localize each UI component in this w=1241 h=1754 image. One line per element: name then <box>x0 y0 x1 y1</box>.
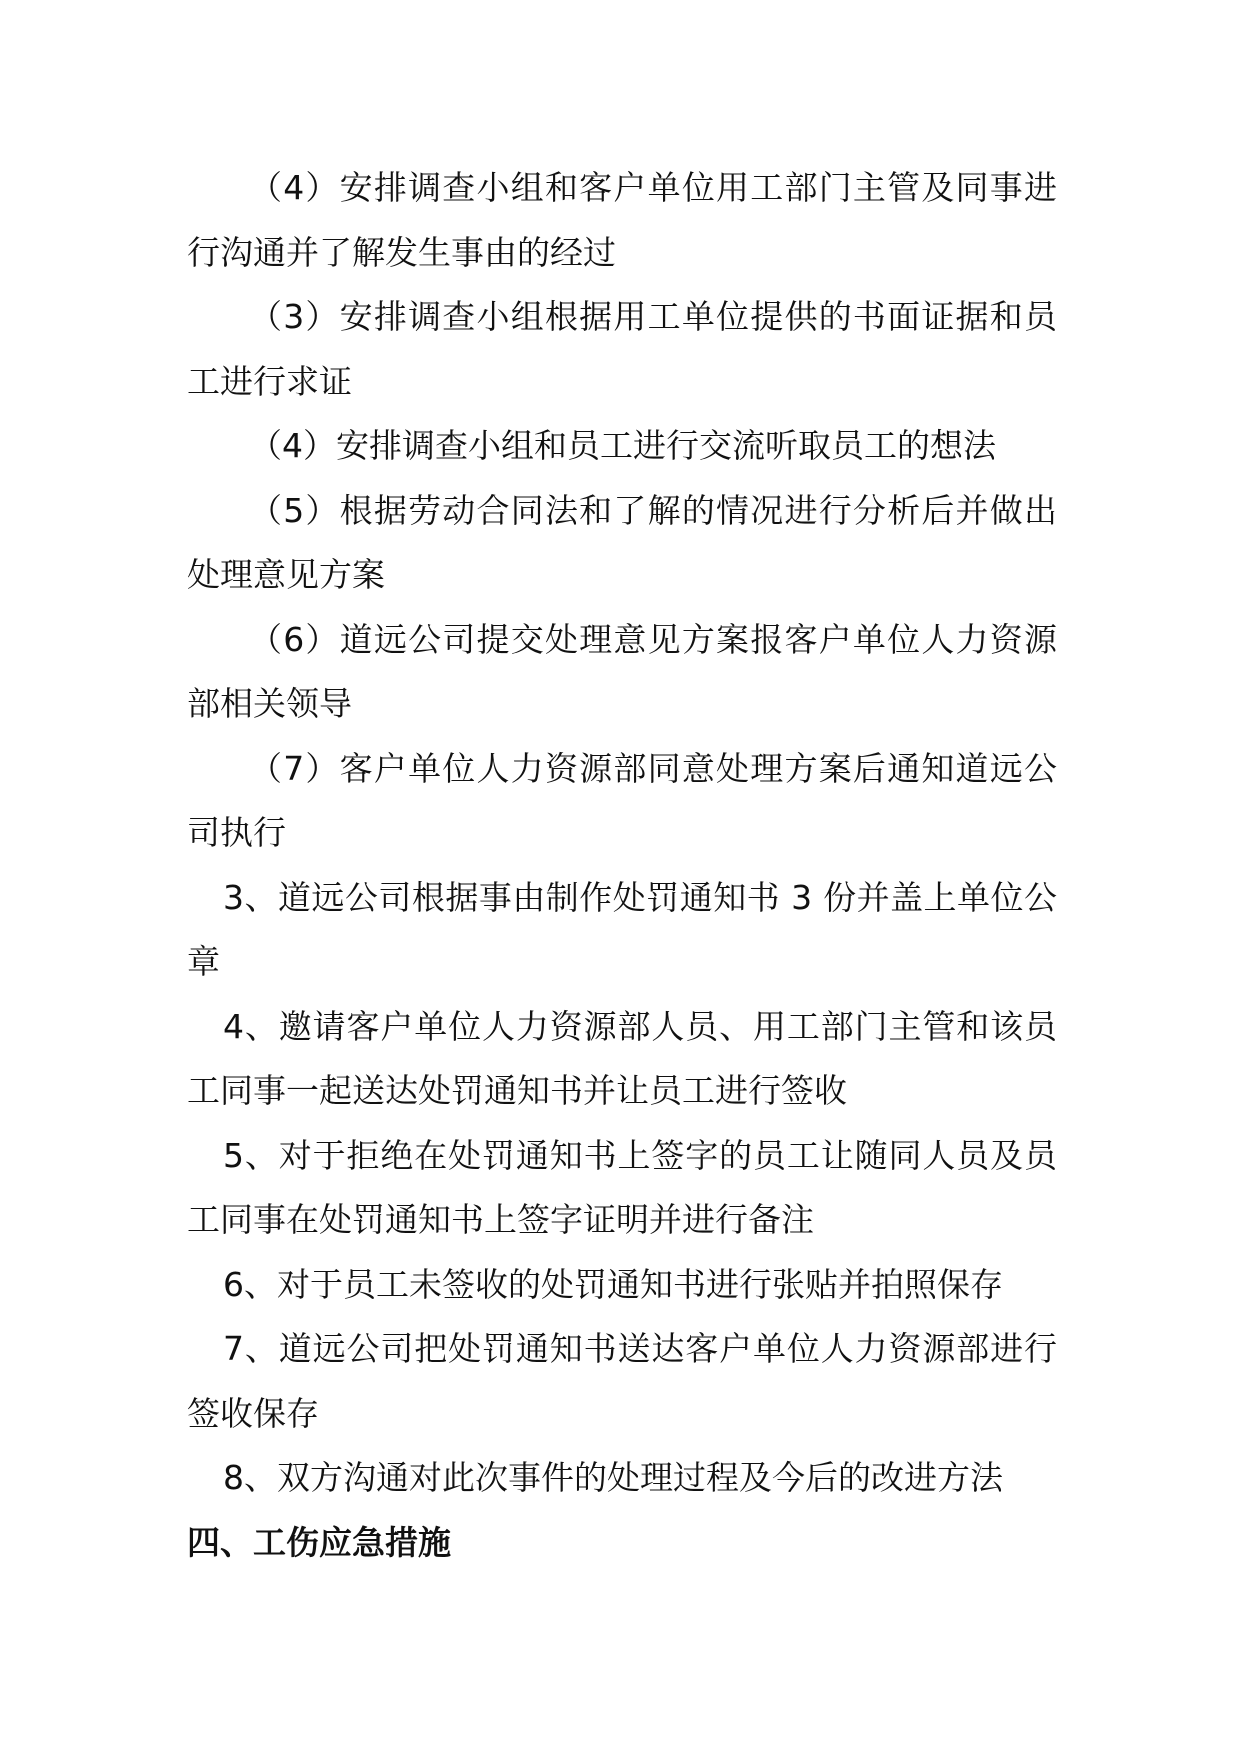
paragraph-sub-step-7: （7）客户单位人力资源部同意处理方案后通知道远公司执行 <box>187 748 1057 852</box>
paragraph-sub-step-5: （5）根据劳动合同法和了解的情况进行分析后并做出处理意见方案 <box>187 490 1057 594</box>
paragraph-step-6: 6、对于员工未签收的处罚通知书进行张贴并拍照保存 <box>223 1264 1003 1304</box>
paragraph-step-5: 5、对于拒绝在处罚通知书上签字的员工让随同人员及员工同事在处罚通知书上签字证明并进行备注 <box>187 1135 1057 1239</box>
paragraph-step-8: 8、双方沟通对此次事件的处理过程及今后的改进方法 <box>223 1458 1003 1497</box>
paragraph-sub-step-4a: （4）安排调查小组和客户单位用工部门主管及同事进行沟通并了解发生事由的经过 <box>187 168 1057 272</box>
paragraph-sub-step-4b: （4）安排调查小组和员工进行交流听取员工的想法 <box>249 426 996 465</box>
document-body <box>187 156 1057 1575</box>
paragraph-sub-step-3: （3）安排调查小组根据用工单位提供的书面证据和员工进行求证 <box>187 297 1057 401</box>
paragraph-step-3: 3、道远公司根据事由制作处罚通知书 3 份并盖上单位公章 <box>187 877 1057 981</box>
paragraph-step-4: 4、邀请客户单位人力资源部人员、用工部门主管和该员工同事一起送达处罚通知书并让员工进行签收 <box>187 1006 1057 1110</box>
paragraph-sub-step-6: （6）道远公司提交处理意见方案报客户单位人力资源部相关领导 <box>187 619 1057 723</box>
paragraph-step-7: 7、道远公司把处罚通知书送达客户单位人力资源部进行签收保存 <box>187 1329 1057 1433</box>
section-heading: 四、工伤应急措施 <box>187 1522 451 1562</box>
